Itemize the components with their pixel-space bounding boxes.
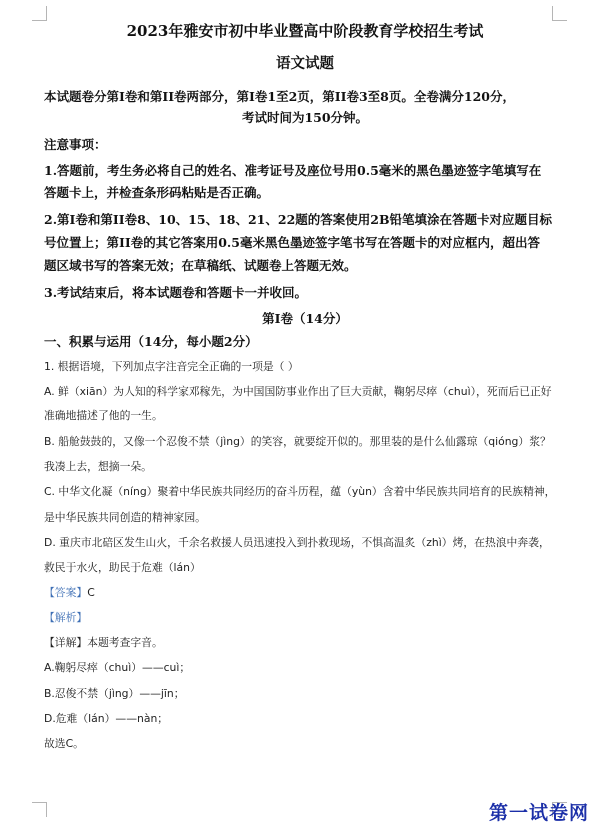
detail-line-a: A.鞠躬尽瘁（chuì）——cuì； bbox=[44, 661, 191, 674]
option-c-line-1: C. 中华文化凝（níng）聚着中华民族共同经历的奋斗历程，蕴（yùn）含着中华民族共同培育的民族精神， bbox=[44, 485, 556, 498]
notice-item-2-line-1: 2.第Ⅰ卷和第II卷8、10、15、18、21、22题的答案使用2B铅笔填涂在答题卡对应题目标 bbox=[44, 212, 553, 227]
notice-item-1-line-1: 1.答题前，考生务必将自己的姓名、准考证号及座位号用0.5毫米的黑色墨迹签字笔填写在 bbox=[44, 163, 542, 178]
notice-heading: 注意事项： bbox=[44, 137, 107, 152]
intro-line-1: 本试题卷分第Ⅰ卷和第II卷两部分，第Ⅰ卷1至2页，第II卷3至8页。全卷满分120分， bbox=[44, 89, 515, 104]
answer-label: 【答案】 bbox=[44, 586, 88, 599]
detail-line-b: B.忍俊不禁（jìng）——jīn； bbox=[44, 687, 185, 700]
intro-line-2: 考试时间为150分钟。 bbox=[241, 110, 369, 125]
notice-item-2-line-3: 题区域书写的答案无效；在草稿纸、试题卷上答题无效。 bbox=[44, 258, 357, 273]
notice-item-2-line-2: 号位置上；第II卷的其它答案用0.5毫米黑色墨迹签字笔书写在答题卡的对应框内，超出答 bbox=[44, 235, 540, 250]
notice-item-1-line-2: 答题卡上，并检查条形码粘贴是否正确。 bbox=[44, 185, 270, 200]
option-d-line-1: D. 重庆市北碚区发生山火，千余名救援人员迅速投入到扑救现场，不惧高温炙（zhì）烤，在热浪中奔袭， bbox=[44, 536, 550, 549]
option-a-line-2: 准确地描述了他的一生。 bbox=[44, 409, 163, 422]
crop-mark-bottom-left bbox=[32, 802, 47, 817]
crop-mark-top-right bbox=[552, 6, 567, 21]
detail-conclusion: 故选C。 bbox=[44, 737, 84, 750]
option-c-line-2: 是中华民族共同创造的精神家园。 bbox=[44, 511, 206, 524]
question-1-stem: 1. 根据语境，下列加点字注音完全正确的一项是（ ） bbox=[44, 360, 299, 373]
answer-value: C bbox=[87, 586, 95, 599]
analysis-label: 【解析】 bbox=[44, 611, 88, 624]
notice-item-3: 3.考试结束后，将本试题卷和答题卡一并收回。 bbox=[44, 285, 308, 300]
detail-line-d: D.危难（lán）——nàn； bbox=[44, 712, 169, 725]
detail-intro: 【详解】本题考查字音。 bbox=[44, 636, 163, 649]
section-title: 第Ⅰ卷（14分） bbox=[262, 311, 348, 326]
exam-title: 2023年雅安市初中毕业暨高中阶段教育学校招生考试 bbox=[126, 22, 484, 40]
crop-mark-top-left bbox=[32, 6, 47, 21]
option-a-line-1: A. 鲜（xiān）为人知的科学家邓稼先，为中国国防事业作出了巨大贡献，鞠躬尽瘁（chuì），死而后已正好 bbox=[44, 385, 552, 398]
option-b-line-1: B. 船舱鼓鼓的，又像一个忍俊不禁（jìng）的笑容，就要绽开似的。那里装的是什么仙露琼（qióng）浆？ bbox=[44, 435, 551, 448]
part-title: 一、积累与运用（14分，每小题2分） bbox=[44, 334, 258, 349]
exam-subtitle: 语文试题 bbox=[276, 55, 334, 72]
site-logo: 第一试卷网 bbox=[488, 802, 589, 824]
answer-row bbox=[44, 583, 566, 603]
option-b-line-2: 我凑上去，想摘一朵。 bbox=[44, 460, 152, 473]
option-d-line-2: 救民于水火，助民于危难（lán） bbox=[44, 561, 201, 574]
